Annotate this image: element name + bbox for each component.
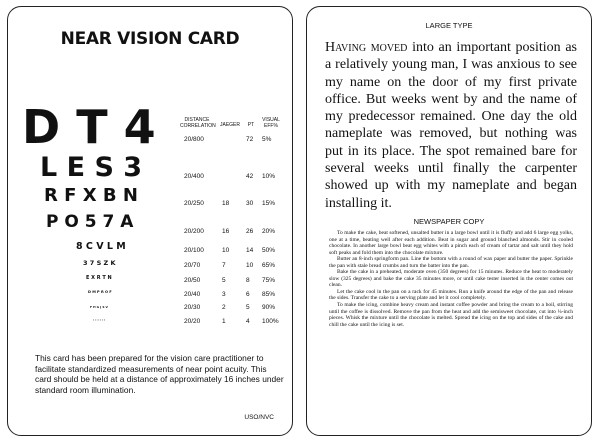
jaeger-cell: 2 — [222, 304, 226, 311]
jaeger-cell: 10 — [222, 247, 230, 254]
large-type-heading: LARGE TYPE — [425, 21, 473, 30]
header-visual-eff: VISUAL EFF% — [262, 117, 280, 129]
pt-cell: 26 — [246, 228, 254, 235]
distance-cell: 20/100 — [184, 247, 204, 254]
distance-cell: 20/40 — [184, 291, 201, 298]
header-pt: PT — [247, 122, 255, 128]
optotype-row: P O 5 7 A — [46, 212, 134, 232]
distance-cell: 20/30 — [184, 304, 201, 311]
pt-cell: 8 — [246, 277, 250, 284]
header-distance: DISTANCE CORRELATION — [180, 117, 216, 129]
optotype-row: • • • • • • — [93, 319, 106, 322]
eff-cell: 85% — [262, 291, 276, 298]
large-type-paragraph — [325, 39, 577, 212]
optotype-row: D T 4 — [22, 100, 156, 154]
distance-cell: 20/50 — [184, 277, 201, 284]
pt-cell: 30 — [246, 200, 254, 207]
optotype-row: R F X B N — [44, 185, 138, 206]
distance-cell: 20/200 — [184, 228, 204, 235]
instructions-note: This card has been prepared for the vision care practitioner to facilitate standardized measurements of near point acuity. This card should be held at a distance of approximately 16 inches under standard room illumination. — [35, 353, 284, 395]
distance-cell: 20/250 — [184, 200, 204, 207]
large-type-text: into an important position as a relatively young man, I was anxious to see my name on the door of my first private office. But weeks went by and the name of my predecessor remained. One day the old nameplate was removed, but nothing was put in its place. The spot remained bare for several weeks until finally the carpenter showed up with my nameplate and began installing it. — [325, 40, 577, 211]
pt-cell: 42 — [246, 173, 254, 180]
optotype-row: L E S 3 — [40, 152, 143, 183]
pt-cell: 72 — [246, 136, 254, 143]
jaeger-cell: 1 — [222, 318, 226, 325]
jaeger-cell: 5 — [222, 277, 226, 284]
optotype-row: 3 7 S Z K — [83, 259, 116, 267]
newspaper-paragraph: To make the cake, beat softened, unsalted butter in a large bowl until it is fluffy and add 6 large egg yolks, one at a time, beating well after each addition. Beat in sugar and ground blanched almonds. Stir in cooled chocolate. In another large bowl beat egg whites with a pinch each of cream of tartar and salt until they hold soft peaks and fold them into the chocolate mixture. — [329, 230, 573, 256]
pt-cell: 5 — [246, 304, 250, 311]
jaeger-cell: 18 — [222, 200, 230, 207]
header-jaeger: JAEGER — [219, 122, 240, 128]
newspaper-paragraph: Let the cake cool in the pan on a rack for 45 minutes. Run a knife around the edge of the pan and release the sides. Transfer the cake to a serving plate and let it cool completely. — [329, 288, 573, 302]
newspaper-paragraph: Bake the cake in a preheated, moderate oven (350 degrees) for 15 minutes. Reduce the heat to moderately slow (325 degrees) and bake the cake 35 minutes more, or until cake tester inserted in the center comes out clean. — [329, 269, 573, 289]
pt-cell: 6 — [246, 291, 250, 298]
jaeger-cell: 3 — [222, 291, 226, 298]
newspaper-paragraph: Butter an 8-inch springform pan. Line the bottom with a round of wax paper and butter the paper. Sprinkle the pan with stale bread crumbs and turn the batter into the pan. — [329, 256, 573, 269]
reading-card — [306, 6, 592, 436]
distance-cell: 20/400 — [184, 173, 204, 180]
optotype-row: F H G J S V — [90, 305, 108, 309]
optotype-row: E X R T N — [86, 275, 112, 281]
pt-cell: 14 — [246, 247, 254, 254]
eff-cell: 90% — [262, 304, 276, 311]
optotype-row: D M P R O F — [88, 290, 112, 294]
card-title: NEAR VISION CARD — [60, 29, 240, 49]
optotype-row: 8 C V L M — [76, 241, 126, 252]
distance-cell: 20/800 — [184, 136, 204, 143]
eff-cell: 75% — [262, 277, 276, 284]
large-type-lead: Having moved — [325, 40, 408, 55]
eff-cell: 15% — [262, 200, 276, 207]
eff-cell: 100% — [262, 318, 279, 325]
newspaper-paragraph: To make the icing, combine heavy cream and instant coffee powder and bring the cream to a boil, stirring until the coffee is dissolved. Remove the pan from the heat and add the semisweet chocolate, cut into ¼-inch pieces. Whisk the mixture until the chocolate is melted. Spread the icing on the top and sides of the cake and chill the cake until the icing is set. — [329, 302, 573, 328]
eff-cell: 50% — [262, 247, 276, 254]
near-vision-card — [7, 6, 293, 436]
distance-cell: 20/70 — [184, 262, 201, 269]
pt-cell: 10 — [246, 262, 254, 269]
distance-cell: 20/20 — [184, 318, 201, 325]
eff-cell: 5% — [262, 136, 272, 143]
jaeger-cell: 16 — [222, 228, 230, 235]
card-code: USO/NVC — [244, 414, 274, 421]
eff-cell: 65% — [262, 262, 276, 269]
newspaper-copy — [329, 230, 573, 328]
newspaper-heading: NEWSPAPER COPY — [413, 217, 485, 226]
jaeger-cell: 7 — [222, 262, 226, 269]
pt-cell: 4 — [246, 318, 250, 325]
eff-cell: 20% — [262, 228, 276, 235]
eff-cell: 10% — [262, 173, 276, 180]
